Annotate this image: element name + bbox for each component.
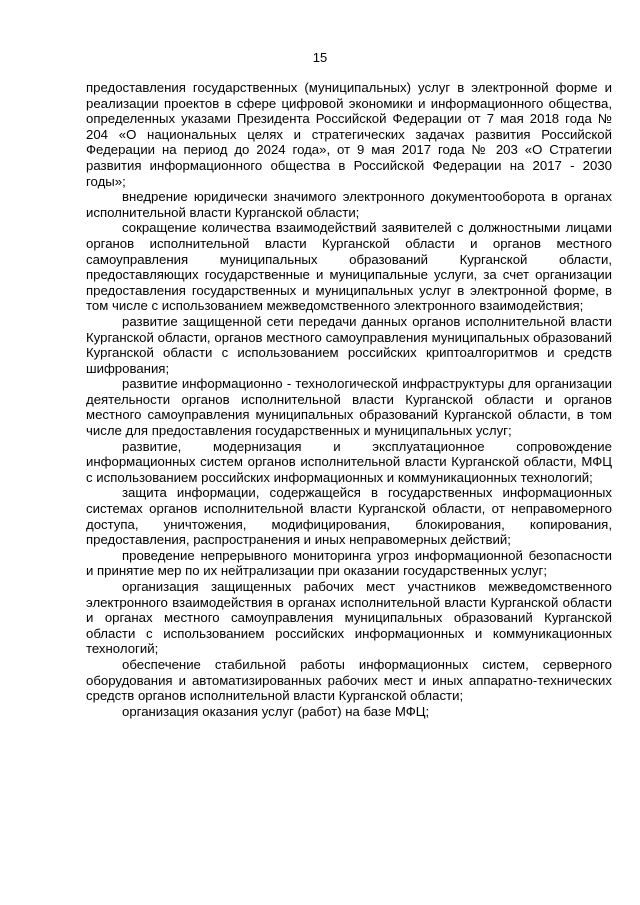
document-body [86, 80, 612, 719]
paragraph-threat-monitoring: проведение непрерывного мониторинга угроз информационной безопасности и принятие мер по их нейтрализации при оказании государственных услуг; [86, 547, 612, 579]
paragraph-it-infrastructure: развитие информационно - технологической инфраструктуры для организации деятельности органов исполнительной власти Курганской области и органов местного самоуправления муниципальных образований Курганской области, в том числе для предоставления государственных и муниципальных услуг; [86, 376, 612, 439]
paragraph-secure-network: развитие защищенной сети передачи данных органов исполнительной власти Курганской области, органов местного самоуправления муниципальных образований Курганской области с использованием российских криптоалгоритмов и средств шифрования; [86, 313, 612, 376]
paragraph-information-systems: развитие, модернизация и эксплуатационное сопровождение информационных систем органов исполнительной власти Курганской области, МФЦ с использованием российских информационных и коммуникационных технологий; [86, 438, 612, 485]
page-number: 15 [312, 50, 328, 65]
paragraph-information-protection: защита информации, содержащейся в государственных информационных системах органов исполнительной власти Курганской области, от неправомерного доступа, уничтожения, модифицирования, блокирования, копирования, предоставления, распространения и иных неправомерных действий; [86, 485, 612, 548]
paragraph-continuation: предоставления государственных (муниципальных) услуг в электронной форме и реализации проектов в сфере цифровой экономики и информационного общества, определенных указами Президента Российской Федерации от 7 мая 2018 года № 204 «О национальных целях и стратегических задачах развития Российской Федерации на период до 2024 года», от 9 мая 2017 года № 203 «О Стратегии развития информационного общества в Российской Федерации на 2017 - 2030 годы»; [86, 80, 612, 189]
paragraph-secure-workstations: организация защищенных рабочих мест участников межведомственного электронного взаимодействия в органах исполнительной власти Курганской области и органах местного самоуправления муниципальных образований Курганской области с использованием российских информационных и коммуникационных технологий; [86, 579, 612, 657]
paragraph-mfc-services: организация оказания услуг (работ) на базе МФЦ; [122, 703, 430, 719]
paragraph-reduce-interactions: сокращение количества взаимодействий заявителей с должностными лицами органов исполнительной власти Курганской области и органов местного самоуправления муниципальных образований Курганской области, предоставляющих государственные и муниципальные услуги, за счет организации предоставления государственных и муниципальных услуг в электронной форме, в том числе с использованием межведомственного электронного взаимодействия; [86, 220, 612, 314]
paragraph-stable-operation: обеспечение стабильной работы информационных систем, серверного оборудования и автоматизированных рабочих мест и иных аппаратно-технических средств органов исполнительной власти Курганской области; [86, 656, 612, 704]
paragraph-legal-edo: внедрение юридически значимого электронного документооборота в органах исполнительной власти Курганской области; [86, 189, 612, 220]
